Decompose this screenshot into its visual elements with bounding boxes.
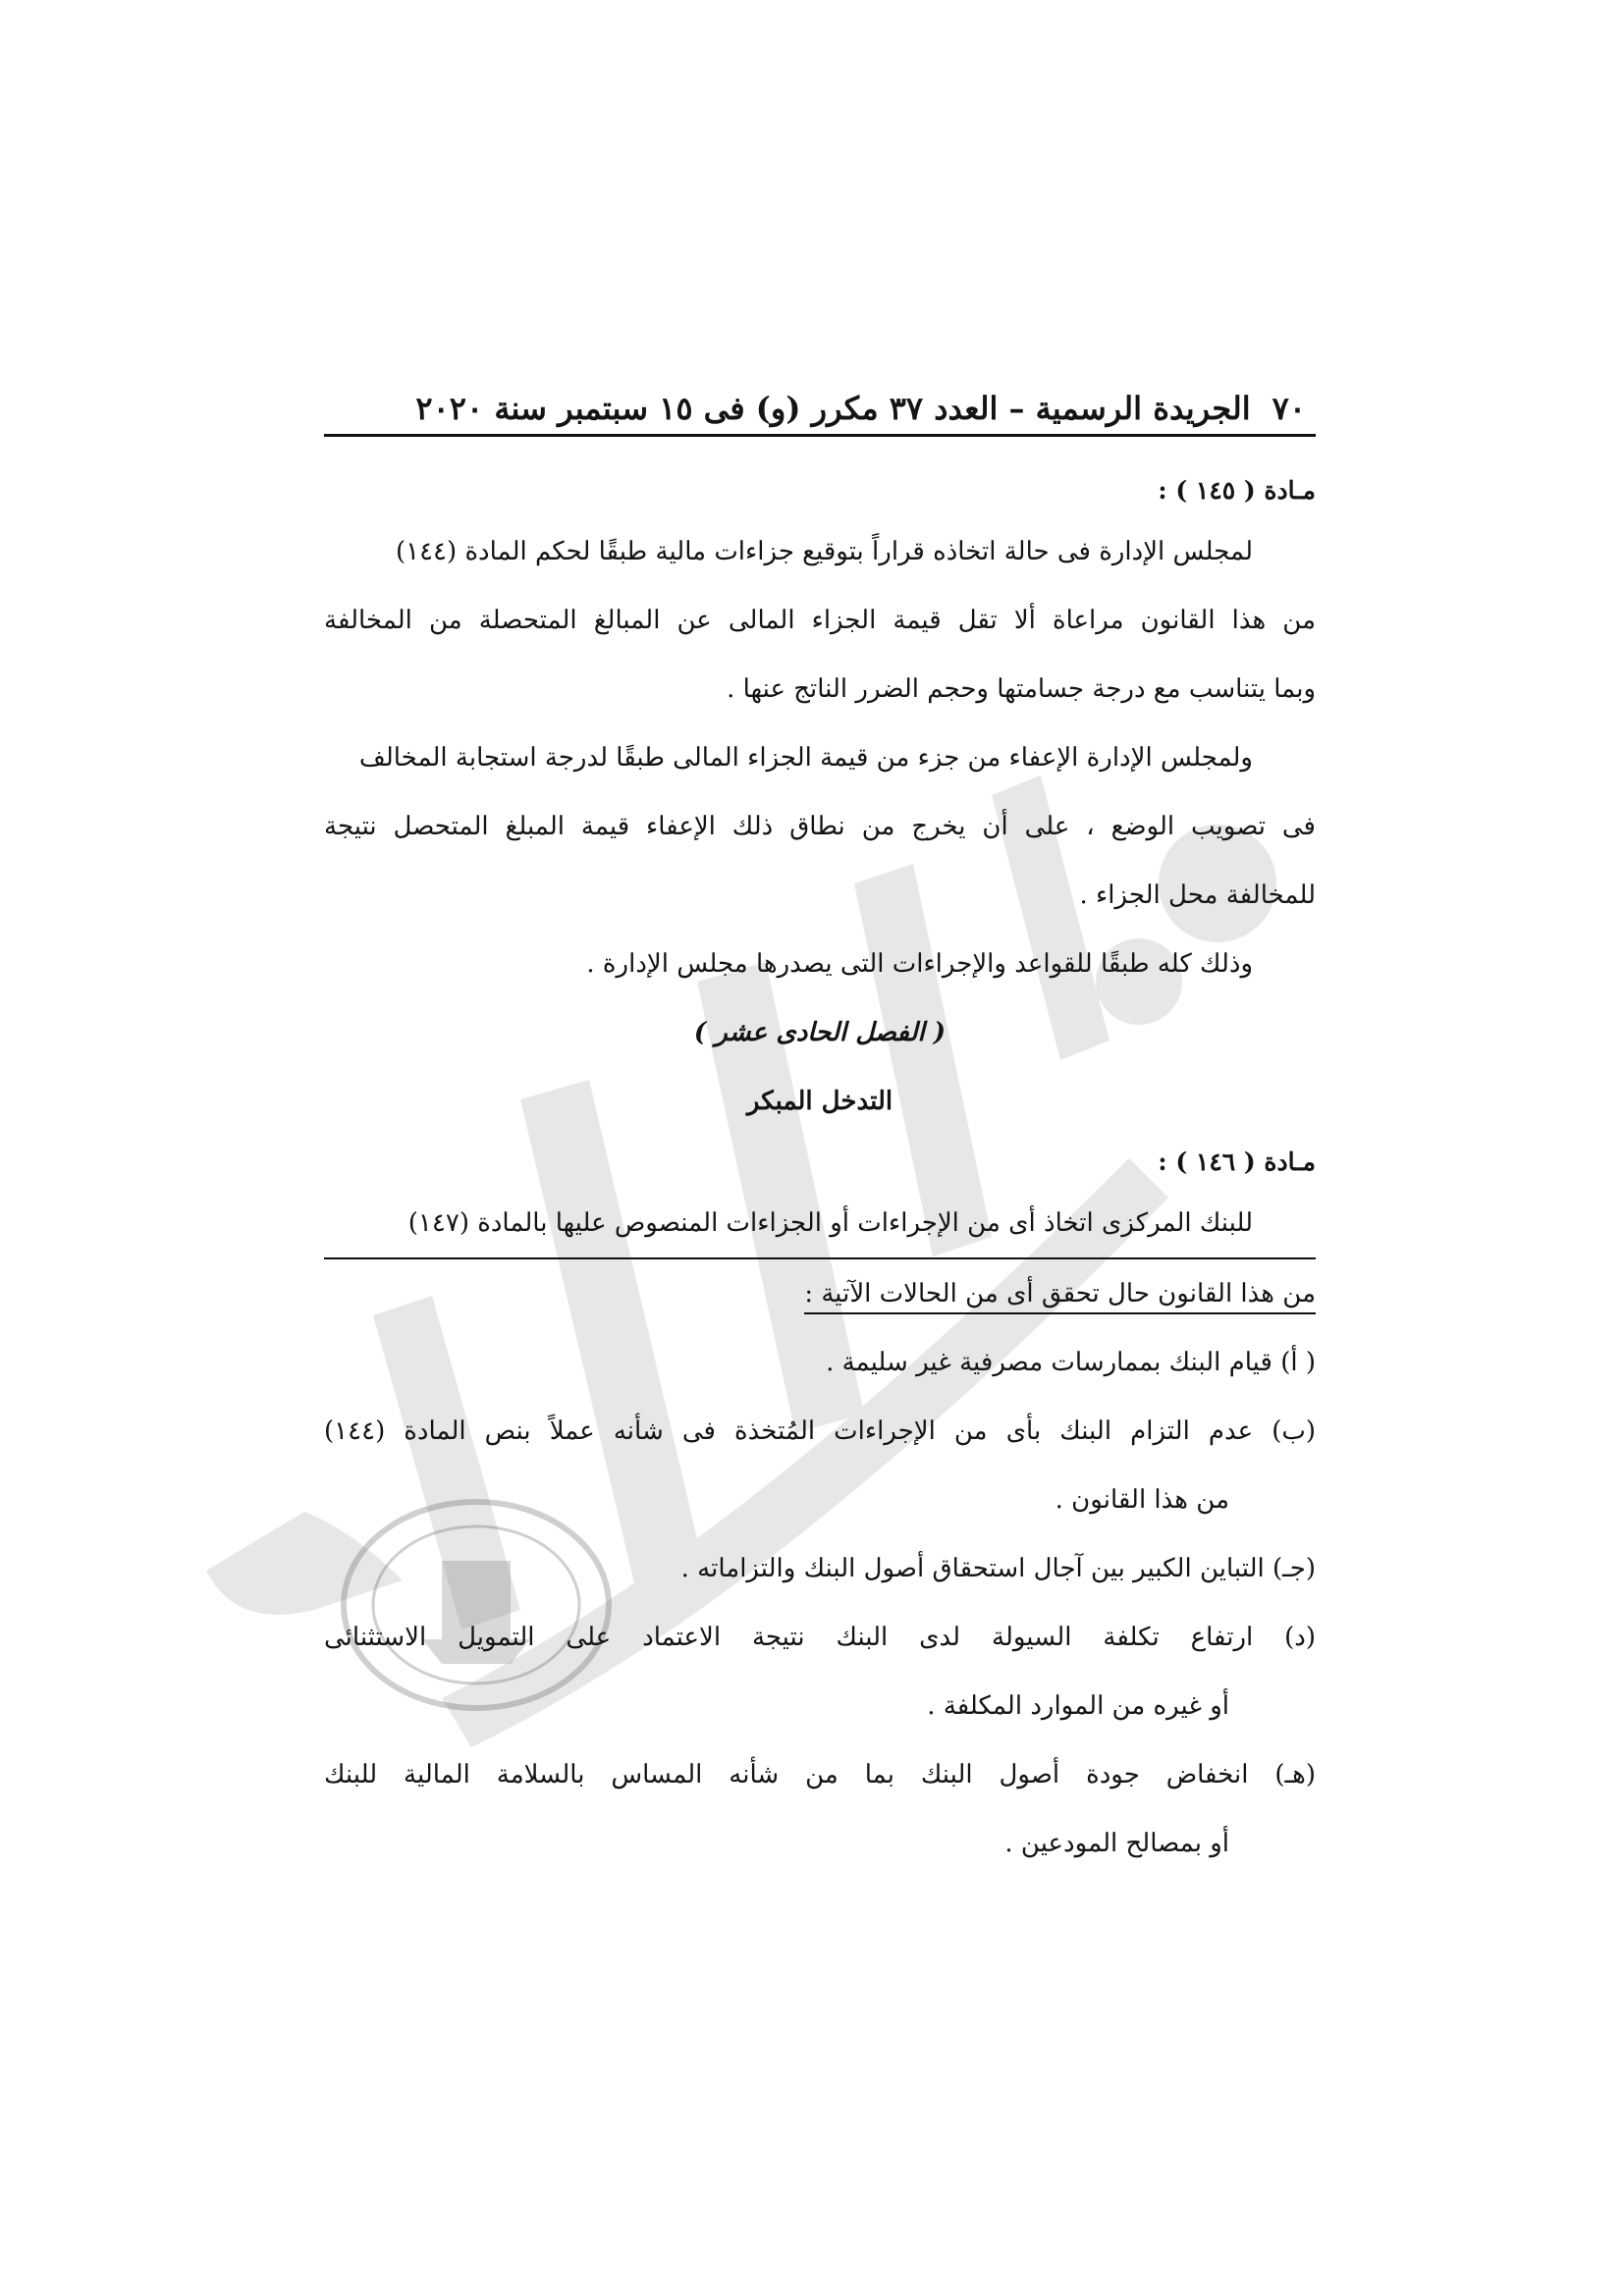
article-145-line-7: وذلك كله طبقًا للقواعد والإجراءات التى يصدرها مجلس الإدارة . bbox=[586, 949, 1253, 979]
article-145-line-5: فى تصويب الوضع ، على أن يخرج من نطاق ذلك الإعفاء قيمة المبلغ المتحصل نتيجة bbox=[324, 812, 1316, 841]
gazette-title: الجريدة الرسمية – العدد ٣٧ مكرر (و) فى ١٥ سبتمبر سنة ٢٠٢٠ bbox=[415, 390, 1251, 427]
article-146-item-e: (هـ) انخفاض جودة أصول البنك بما من شأنه المساس بالسلامة المالية للبنك bbox=[324, 1760, 1316, 1789]
chapter-subtitle: التدخل المبكر bbox=[746, 1087, 893, 1116]
article-145-line-1: لمجلس الإدارة فى حالة اتخاذه قراراً بتوقيع جزاءات مالية طبقًا لحكم المادة (١٤٤) bbox=[395, 537, 1253, 566]
article-145-line-3: وبما يتناسب مع درجة جسامتها وحجم الضرر الناتج عنها . bbox=[727, 674, 1316, 704]
article-146-item-b: (ب) عدم التزام البنك بأى من الإجراءات المُتخذة فى شأنه عملاً بنص المادة (١٤٤) bbox=[324, 1416, 1316, 1446]
article-146-intro-line-1: للبنك المركزى اتخاذ أى من الإجراءات أو الجزاءات المنصوص عليها بالمادة (١٤٧) bbox=[324, 1189, 1316, 1259]
article-145-line-2: من هذا القانون مراعاة ألا تقل قيمة الجزاء المالى عن المبالغ المتحصلة من المخالفة bbox=[324, 606, 1316, 635]
article-146-item-c: (جـ) التباين الكبير بين آجال استحقاق أصول البنك والتزاماته . bbox=[680, 1554, 1316, 1583]
article-146-intro-line-2 bbox=[324, 1259, 1316, 1328]
page-number: ٧٠ bbox=[1271, 390, 1306, 427]
page-header bbox=[324, 383, 1316, 437]
article-146-item-d: (د) ارتفاع تكلفة السيولة لدى البنك نتيجة الاعتماد على التمويل الاستثنائى bbox=[324, 1623, 1316, 1652]
gazette-page bbox=[324, 383, 1316, 1878]
article-146-item-b-cont: من هذا القانون . bbox=[1055, 1485, 1229, 1515]
article-146-intro-text: من هذا القانون حال تحقق أى من الحالات الآتية : bbox=[804, 1279, 1316, 1314]
article-146-item-d-cont: أو غيره من الموارد المكلفة . bbox=[927, 1691, 1229, 1721]
article-145-line-6: للمخالفة محل الجزاء . bbox=[1079, 881, 1316, 910]
article-146-title: مـادة ( ١٤٦ ) : bbox=[1158, 1148, 1316, 1176]
article-145-line-4: ولمجلس الإدارة الإعفاء من جزء من قيمة الجزاء المالى طبقًا لدرجة استجابة المخالف bbox=[358, 743, 1253, 773]
article-146-item-e-cont: أو بمصالح المودعين . bbox=[1004, 1829, 1229, 1858]
article-145-title: مـادة ( ١٤٥ ) : bbox=[1158, 476, 1316, 505]
article-146-item-a: ( أ) قيام البنك بممارسات مصرفية غير سليمة . bbox=[826, 1348, 1316, 1377]
chapter-title: ( الفصل الحادى عشر ) bbox=[693, 1018, 947, 1047]
